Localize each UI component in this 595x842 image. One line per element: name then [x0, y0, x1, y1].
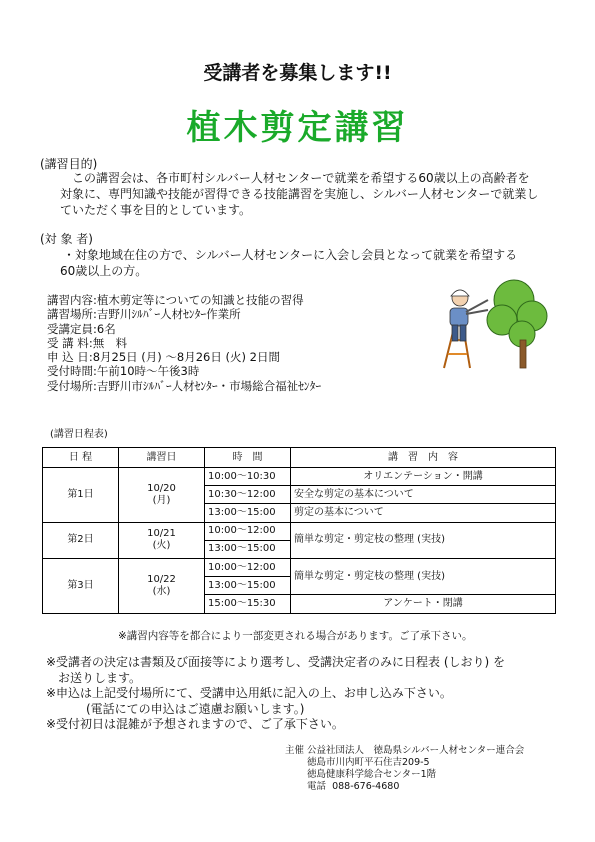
purpose-line: ていただく事を目的としています。	[60, 203, 252, 217]
content-cell: オリエンテーション・開講	[291, 468, 556, 486]
content-cell: 簡単な剪定・剪定枝の整理 (実技)	[291, 522, 556, 558]
schedule-footnote: ※講習内容等を都合により一部変更される場合があります。ご了承下さい。	[118, 630, 473, 642]
weekday: (月)	[152, 494, 171, 506]
date-value: 10/21	[147, 528, 176, 540]
day-date	[119, 468, 205, 523]
info-row	[47, 293, 321, 307]
gardener-icon	[450, 290, 488, 341]
target-line: ・対象地域在住の方で、シルバー人材センターに入会し会員となって就業を希望する	[63, 248, 518, 262]
tree-foliage-icon	[487, 280, 547, 347]
info-value: 8月25日 (月) 〜8月26日 (火) 2日間	[92, 350, 280, 365]
info-row	[47, 379, 321, 393]
time-cell: 10:30〜12:00	[205, 486, 291, 504]
page-title: 植木剪定講習	[186, 108, 409, 148]
note-line: ※受講者の決定は書類及び面接等により選考し、受講決定者のみに日程表 (しおり) を	[46, 655, 506, 669]
weekday: (火)	[152, 540, 171, 552]
schedule-table	[42, 447, 556, 614]
purpose-line: この講習会は、各市町村シルバー人材センターで就業を希望する60歳以上の高齢者を	[72, 171, 530, 185]
info-value: 6名	[96, 321, 116, 336]
info-sep: :	[93, 307, 97, 322]
weekday: (水)	[152, 585, 171, 597]
note-line: ※申込は上記受付場所にて、受講申込用紙に記入の上、お申し込み下さい。	[46, 686, 452, 700]
time-cell: 10:00〜10:30	[205, 468, 291, 486]
content-cell: 簡単な剪定・剪定枝の整理 (実技)	[291, 558, 556, 594]
info-row	[47, 307, 321, 321]
info-list	[47, 293, 321, 393]
organizer-line	[285, 745, 524, 757]
content-cell: 剪定の基本について	[291, 504, 556, 522]
header-cell: 講 習 内 容	[291, 448, 556, 468]
organizer-name: 公益社団法人 徳島県シルバー人材センター連合会	[307, 745, 525, 756]
info-value: 吉野川市ｼﾙﾊﾞｰ人材ｾﾝﾀｰ・市場総合福祉ｾﾝﾀｰ	[96, 378, 322, 393]
info-value: 植木剪定等についての知識と技能の習得	[96, 293, 304, 307]
purpose-text	[60, 170, 538, 218]
time-cell: 13:00〜15:00	[205, 540, 291, 558]
info-sep: :	[93, 364, 97, 379]
date-value: 10/22	[147, 573, 176, 585]
time-cell: 13:00〜15:00	[205, 504, 291, 522]
date-value: 10/20	[147, 482, 176, 494]
info-sep: :	[88, 335, 93, 350]
organizer-label: 主催	[285, 745, 305, 756]
header-cell: 時 間	[205, 448, 291, 468]
purpose-line: 対象に、専門知識や技能が習得できる技能講習を実施し、シルバー人材センターで就業し	[60, 187, 539, 201]
time-cell: 10:00〜12:00	[205, 558, 291, 576]
info-value: 吉野川ｼﾙﾊﾞｰ人材ｾﾝﾀｰ作業所	[96, 307, 241, 322]
note-line: (電話にての申込はご遠慮お願いします。)	[86, 701, 305, 716]
phone-number: 088-676-4680	[332, 781, 400, 792]
info-row	[47, 322, 321, 336]
table-header-row	[43, 448, 556, 468]
organizer-block	[285, 745, 524, 793]
gardener-pruning-tree-illustration	[436, 270, 548, 370]
info-label: 受付場所	[47, 378, 93, 393]
info-sep: :	[93, 378, 97, 393]
day-date	[119, 522, 205, 558]
info-row	[47, 350, 321, 364]
info-label: 受 講 料	[47, 335, 89, 350]
info-label: 申 込 日	[47, 350, 89, 365]
info-label: 受講定員	[47, 321, 93, 336]
info-sep: :	[88, 350, 93, 365]
notes	[46, 655, 505, 733]
info-value: 無 料	[92, 335, 128, 350]
info-row	[47, 336, 321, 350]
tree-trunk-icon	[520, 340, 526, 368]
info-label: 講習場所	[47, 307, 93, 322]
note-line: お送りします。	[58, 670, 142, 685]
table-row	[43, 558, 556, 576]
purpose-heading: (講習目的)	[40, 157, 98, 171]
header-cell: 日 程	[43, 448, 119, 468]
info-row	[47, 364, 321, 378]
time-cell: 13:00〜15:00	[205, 577, 291, 595]
schedule-caption: (講習日程表)	[50, 429, 108, 440]
info-sep: :	[93, 321, 97, 336]
phone-label: 電話	[307, 781, 327, 792]
note-line: ※受付初日は混雑が予想されますので、ご了承下さい。	[46, 717, 344, 731]
day-label: 第3日	[43, 558, 119, 613]
table-row	[43, 468, 556, 486]
organizer-building: 徳島健康科学総合センター1階	[307, 769, 437, 780]
day-date	[119, 558, 205, 613]
organizer-phone-line	[285, 781, 524, 793]
content-cell: 安全な剪定の基本について	[291, 486, 556, 504]
table-row	[43, 522, 556, 540]
recruit-heading: 受講者を募集します!!	[203, 62, 392, 84]
time-cell: 15:00〜15:30	[205, 595, 291, 613]
header-cell: 講習日	[119, 448, 205, 468]
day-label: 第2日	[43, 522, 119, 558]
info-label: 講習内容	[47, 293, 93, 307]
target-heading: (対 象 者)	[40, 232, 93, 246]
info-value: 午前10時〜午後3時	[96, 364, 200, 379]
info-sep: :	[93, 293, 97, 307]
info-label: 受付時間	[47, 364, 93, 379]
target-line: 60歳以上の方。	[60, 264, 148, 278]
content-cell: アンケート・閉講	[291, 595, 556, 613]
organizer-address: 徳島市川内町平石住吉209-5	[307, 757, 430, 768]
day-label: 第1日	[43, 468, 119, 523]
time-cell: 10:00〜12:00	[205, 522, 291, 540]
